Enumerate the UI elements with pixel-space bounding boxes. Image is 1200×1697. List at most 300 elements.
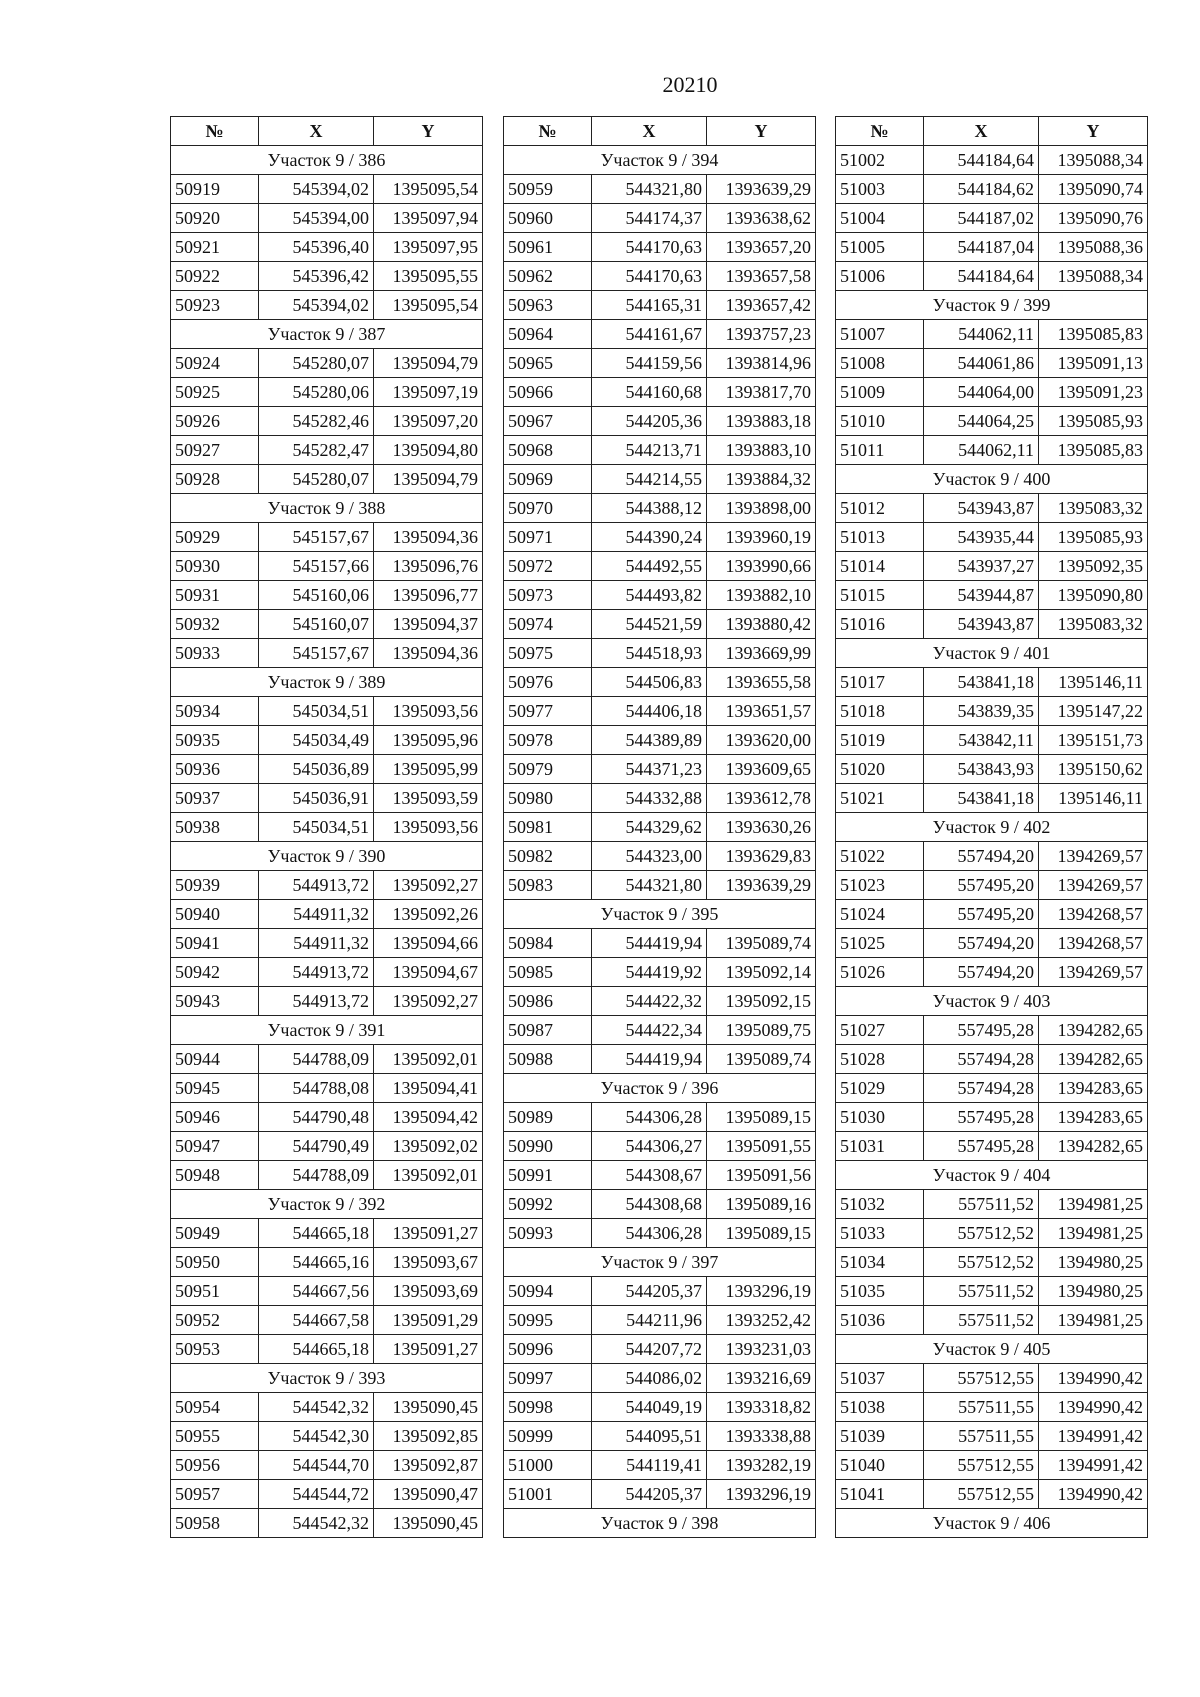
y-coordinate-cell: 1394269,57 [1039,842,1148,871]
x-coordinate-cell: 544161,67 [592,320,707,349]
y-coordinate-cell: 1395147,22 [1039,697,1148,726]
point-number-cell: 50920 [171,204,259,233]
table-row [836,842,1148,871]
table-row [171,1074,483,1103]
point-number-cell: 50948 [171,1161,259,1190]
point-number-cell: 50934 [171,697,259,726]
point-number-cell: 50994 [504,1277,592,1306]
x-coordinate-cell: 544332,88 [592,784,707,813]
y-coordinate-cell: 1393657,42 [707,291,816,320]
table-row [504,726,816,755]
table-row [836,378,1148,407]
coordinates-table-1 [170,116,483,1538]
point-number-cell: 51003 [836,175,924,204]
table-row [171,1045,483,1074]
x-coordinate-cell: 544788,08 [259,1074,374,1103]
y-coordinate-cell: 1394282,65 [1039,1016,1148,1045]
point-number-cell: 50967 [504,407,592,436]
section-row [836,813,1148,842]
y-coordinate-cell: 1394990,42 [1039,1393,1148,1422]
table-row [504,320,816,349]
x-coordinate-cell: 544422,34 [592,1016,707,1045]
table-row [836,1306,1148,1335]
x-coordinate-cell: 557494,20 [924,958,1039,987]
y-coordinate-cell: 1395093,69 [374,1277,483,1306]
point-number-cell: 50991 [504,1161,592,1190]
point-number-cell: 50927 [171,436,259,465]
y-coordinate-cell: 1395091,27 [374,1335,483,1364]
y-coordinate-cell: 1395095,55 [374,262,483,291]
table-row [836,900,1148,929]
table-row [504,1161,816,1190]
point-number-cell: 50976 [504,668,592,697]
header-number: № [836,117,924,146]
y-coordinate-cell: 1393882,10 [707,581,816,610]
y-coordinate-cell: 1395089,74 [707,1045,816,1074]
y-coordinate-cell: 1395091,29 [374,1306,483,1335]
point-number-cell: 50951 [171,1277,259,1306]
x-coordinate-cell: 544390,24 [592,523,707,552]
y-coordinate-cell: 1393960,19 [707,523,816,552]
y-coordinate-cell: 1395097,94 [374,204,483,233]
table-row [504,291,816,320]
x-coordinate-cell: 544062,11 [924,436,1039,465]
point-number-cell: 50977 [504,697,592,726]
point-number-cell: 50959 [504,175,592,204]
point-number-cell: 50985 [504,958,592,987]
section-row [171,1016,483,1045]
table-row [171,1422,483,1451]
table-row [171,813,483,842]
point-number-cell: 50986 [504,987,592,1016]
table-row [836,581,1148,610]
point-number-cell: 50930 [171,552,259,581]
x-coordinate-cell: 545280,07 [259,349,374,378]
x-coordinate-cell: 543935,44 [924,523,1039,552]
table-row [504,175,816,204]
point-number-cell: 50973 [504,581,592,610]
x-coordinate-cell: 545280,06 [259,378,374,407]
x-coordinate-cell: 544913,72 [259,958,374,987]
section-title: Участок 9 / 396 [504,1074,816,1103]
table-row [171,1480,483,1509]
x-coordinate-cell: 544184,62 [924,175,1039,204]
section-title: Участок 9 / 393 [171,1364,483,1393]
point-number-cell: 50970 [504,494,592,523]
point-number-cell: 50958 [171,1509,259,1538]
point-number-cell: 50945 [171,1074,259,1103]
x-coordinate-cell: 543839,35 [924,697,1039,726]
y-coordinate-cell: 1394268,57 [1039,929,1148,958]
table-row [836,697,1148,726]
y-coordinate-cell: 1395090,45 [374,1393,483,1422]
x-coordinate-cell: 543841,18 [924,784,1039,813]
section-title: Участок 9 / 403 [836,987,1148,1016]
x-coordinate-cell: 544187,04 [924,233,1039,262]
table-row [171,1219,483,1248]
table-row [836,755,1148,784]
x-coordinate-cell: 545394,02 [259,175,374,204]
point-number-cell: 50975 [504,639,592,668]
x-coordinate-cell: 544542,30 [259,1422,374,1451]
table-row [171,610,483,639]
point-number-cell: 50949 [171,1219,259,1248]
x-coordinate-cell: 544406,18 [592,697,707,726]
y-coordinate-cell: 1395094,66 [374,929,483,958]
table-row [836,349,1148,378]
table-row [836,726,1148,755]
table-row [171,1393,483,1422]
section-title: Участок 9 / 401 [836,639,1148,668]
y-coordinate-cell: 1393990,66 [707,552,816,581]
point-number-cell: 51032 [836,1190,924,1219]
x-coordinate-cell: 544165,31 [592,291,707,320]
y-coordinate-cell: 1393231,03 [707,1335,816,1364]
y-coordinate-cell: 1394980,25 [1039,1277,1148,1306]
section-title: Участок 9 / 398 [504,1509,816,1538]
y-coordinate-cell: 1393817,70 [707,378,816,407]
table-body [836,146,1148,1538]
x-coordinate-cell: 544184,64 [924,262,1039,291]
y-coordinate-cell: 1393880,42 [707,610,816,639]
y-coordinate-cell: 1395094,37 [374,610,483,639]
point-number-cell: 50989 [504,1103,592,1132]
table-row [504,407,816,436]
point-number-cell: 50933 [171,639,259,668]
table-row [836,146,1148,175]
point-number-cell: 51024 [836,900,924,929]
y-coordinate-cell: 1395088,36 [1039,233,1148,262]
point-number-cell: 51012 [836,494,924,523]
x-coordinate-cell: 544119,41 [592,1451,707,1480]
table-row [504,1132,816,1161]
x-coordinate-cell: 544170,63 [592,262,707,291]
point-number-cell: 50961 [504,233,592,262]
y-coordinate-cell: 1395085,93 [1039,407,1148,436]
x-coordinate-cell: 557511,52 [924,1306,1039,1335]
table-row [171,755,483,784]
table-row [504,958,816,987]
y-coordinate-cell: 1395094,79 [374,465,483,494]
table-row [171,1509,483,1538]
header-y: Y [374,117,483,146]
y-coordinate-cell: 1395091,55 [707,1132,816,1161]
x-coordinate-cell: 543943,87 [924,610,1039,639]
section-title: Участок 9 / 397 [504,1248,816,1277]
y-coordinate-cell: 1395094,67 [374,958,483,987]
x-coordinate-cell: 544544,72 [259,1480,374,1509]
point-number-cell: 51027 [836,1016,924,1045]
y-coordinate-cell: 1395093,56 [374,813,483,842]
table-row [504,262,816,291]
x-coordinate-cell: 544321,80 [592,871,707,900]
x-coordinate-cell: 544911,32 [259,900,374,929]
point-number-cell: 50995 [504,1306,592,1335]
y-coordinate-cell: 1393252,42 [707,1306,816,1335]
point-number-cell: 51040 [836,1451,924,1480]
y-coordinate-cell: 1393612,78 [707,784,816,813]
point-number-cell: 51007 [836,320,924,349]
table-row [504,1364,816,1393]
point-number-cell: 50969 [504,465,592,494]
y-coordinate-cell: 1395096,76 [374,552,483,581]
point-number-cell: 50996 [504,1335,592,1364]
y-coordinate-cell: 1395146,11 [1039,784,1148,813]
header-x: X [924,117,1039,146]
x-coordinate-cell: 557494,28 [924,1074,1039,1103]
table-row [504,929,816,958]
table-row [171,900,483,929]
y-coordinate-cell: 1395092,15 [707,987,816,1016]
point-number-cell: 51002 [836,146,924,175]
y-coordinate-cell: 1393216,69 [707,1364,816,1393]
x-coordinate-cell: 544174,37 [592,204,707,233]
point-number-cell: 50960 [504,204,592,233]
section-row [836,1509,1148,1538]
table-row [171,262,483,291]
y-coordinate-cell: 1395090,47 [374,1480,483,1509]
point-number-cell: 50954 [171,1393,259,1422]
table-row [504,987,816,1016]
table-row [504,784,816,813]
table-row [504,1335,816,1364]
section-title: Участок 9 / 391 [171,1016,483,1045]
x-coordinate-cell: 544306,28 [592,1103,707,1132]
y-coordinate-cell: 1395097,95 [374,233,483,262]
y-coordinate-cell: 1395085,83 [1039,320,1148,349]
point-number-cell: 51034 [836,1248,924,1277]
point-number-cell: 50974 [504,610,592,639]
x-coordinate-cell: 545034,49 [259,726,374,755]
table-row [171,552,483,581]
point-number-cell: 50953 [171,1335,259,1364]
table-row [836,1103,1148,1132]
table-row [171,1132,483,1161]
section-title: Участок 9 / 389 [171,668,483,697]
section-row [836,1335,1148,1364]
x-coordinate-cell: 544321,80 [592,175,707,204]
table-row [836,552,1148,581]
y-coordinate-cell: 1395094,36 [374,523,483,552]
y-coordinate-cell: 1395092,02 [374,1132,483,1161]
x-coordinate-cell: 544049,19 [592,1393,707,1422]
point-number-cell: 50972 [504,552,592,581]
table-row [171,175,483,204]
point-number-cell: 51013 [836,523,924,552]
table-header-row [836,117,1148,146]
x-coordinate-cell: 544542,32 [259,1393,374,1422]
y-coordinate-cell: 1395095,99 [374,755,483,784]
y-coordinate-cell: 1395090,45 [374,1509,483,1538]
x-coordinate-cell: 544184,64 [924,146,1039,175]
section-row [836,639,1148,668]
x-coordinate-cell: 557511,52 [924,1277,1039,1306]
table-row [504,349,816,378]
point-number-cell: 51001 [504,1480,592,1509]
section-row [171,1364,483,1393]
x-coordinate-cell: 544207,72 [592,1335,707,1364]
x-coordinate-cell: 545396,42 [259,262,374,291]
point-number-cell: 50922 [171,262,259,291]
point-number-cell: 51030 [836,1103,924,1132]
y-coordinate-cell: 1394282,65 [1039,1045,1148,1074]
point-number-cell: 51037 [836,1364,924,1393]
y-coordinate-cell: 1395094,41 [374,1074,483,1103]
y-coordinate-cell: 1394981,25 [1039,1190,1148,1219]
y-coordinate-cell: 1393282,19 [707,1451,816,1480]
point-number-cell: 50998 [504,1393,592,1422]
table-body [171,146,483,1538]
table-row [836,523,1148,552]
x-coordinate-cell: 544159,56 [592,349,707,378]
point-number-cell: 50932 [171,610,259,639]
point-number-cell: 51009 [836,378,924,407]
x-coordinate-cell: 545036,89 [259,755,374,784]
section-row [836,1161,1148,1190]
y-coordinate-cell: 1395085,83 [1039,436,1148,465]
point-number-cell: 51005 [836,233,924,262]
y-coordinate-cell: 1393655,58 [707,668,816,697]
y-coordinate-cell: 1394991,42 [1039,1451,1148,1480]
point-number-cell: 51029 [836,1074,924,1103]
x-coordinate-cell: 544086,02 [592,1364,707,1393]
x-coordinate-cell: 557494,20 [924,929,1039,958]
point-number-cell: 51023 [836,871,924,900]
table-row [171,639,483,668]
table-row [504,639,816,668]
y-coordinate-cell: 1395092,01 [374,1045,483,1074]
y-coordinate-cell: 1393629,83 [707,842,816,871]
section-title: Участок 9 / 395 [504,900,816,929]
section-title: Участок 9 / 399 [836,291,1148,320]
y-coordinate-cell: 1395088,34 [1039,262,1148,291]
table-row [504,204,816,233]
table-row [504,1422,816,1451]
x-coordinate-cell: 544667,58 [259,1306,374,1335]
x-coordinate-cell: 557511,52 [924,1190,1039,1219]
y-coordinate-cell: 1394269,57 [1039,871,1148,900]
point-number-cell: 50947 [171,1132,259,1161]
point-number-cell: 50992 [504,1190,592,1219]
point-number-cell: 50987 [504,1016,592,1045]
section-row [171,320,483,349]
y-coordinate-cell: 1393651,57 [707,697,816,726]
point-number-cell: 50925 [171,378,259,407]
x-coordinate-cell: 544419,94 [592,929,707,958]
section-title: Участок 9 / 394 [504,146,816,175]
point-number-cell: 51014 [836,552,924,581]
table-row [504,1016,816,1045]
table-row [504,1480,816,1509]
point-number-cell: 51028 [836,1045,924,1074]
table-row [171,784,483,813]
table-row [504,1219,816,1248]
x-coordinate-cell: 545396,40 [259,233,374,262]
point-number-cell: 50981 [504,813,592,842]
x-coordinate-cell: 544170,63 [592,233,707,262]
table-row [504,697,816,726]
point-number-cell: 50957 [171,1480,259,1509]
section-title: Участок 9 / 390 [171,842,483,871]
y-coordinate-cell: 1393657,58 [707,262,816,291]
table-row [504,378,816,407]
y-coordinate-cell: 1395094,79 [374,349,483,378]
x-coordinate-cell: 545394,02 [259,291,374,320]
table-row [504,1451,816,1480]
y-coordinate-cell: 1395093,56 [374,697,483,726]
section-title: Участок 9 / 400 [836,465,1148,494]
table-row [504,1045,816,1074]
table-row [504,465,816,494]
table-row [171,465,483,494]
table-row [504,494,816,523]
x-coordinate-cell: 544064,00 [924,378,1039,407]
point-number-cell: 50943 [171,987,259,1016]
x-coordinate-cell: 544788,09 [259,1045,374,1074]
y-coordinate-cell: 1393757,23 [707,320,816,349]
section-title: Участок 9 / 392 [171,1190,483,1219]
page-number: 20210 [662,72,718,97]
header-y: Y [1039,117,1148,146]
table-row [504,581,816,610]
table-row [836,1422,1148,1451]
header-x: X [259,117,374,146]
y-coordinate-cell: 1395093,67 [374,1248,483,1277]
y-coordinate-cell: 1393620,00 [707,726,816,755]
y-coordinate-cell: 1394980,25 [1039,1248,1148,1277]
point-number-cell: 50965 [504,349,592,378]
table-row [836,610,1148,639]
table-row [504,755,816,784]
y-coordinate-cell: 1395089,15 [707,1219,816,1248]
point-number-cell: 51016 [836,610,924,639]
table-row [504,813,816,842]
table-row [171,349,483,378]
x-coordinate-cell: 545282,47 [259,436,374,465]
table-row [171,581,483,610]
x-coordinate-cell: 545280,07 [259,465,374,494]
x-coordinate-cell: 545036,91 [259,784,374,813]
x-coordinate-cell: 544205,37 [592,1277,707,1306]
point-number-cell: 50938 [171,813,259,842]
x-coordinate-cell: 545034,51 [259,697,374,726]
table-row [836,1045,1148,1074]
point-number-cell: 50971 [504,523,592,552]
section-row [836,291,1148,320]
table-row [504,871,816,900]
point-number-cell: 51000 [504,1451,592,1480]
y-coordinate-cell: 1395092,27 [374,987,483,1016]
point-number-cell: 50921 [171,233,259,262]
point-number-cell: 50978 [504,726,592,755]
x-coordinate-cell: 545157,66 [259,552,374,581]
y-coordinate-cell: 1393638,62 [707,204,816,233]
point-number-cell: 50923 [171,291,259,320]
table-row [171,1306,483,1335]
y-coordinate-cell: 1395095,54 [374,175,483,204]
table-row [171,697,483,726]
point-number-cell: 51036 [836,1306,924,1335]
point-number-cell: 50937 [171,784,259,813]
y-coordinate-cell: 1395092,26 [374,900,483,929]
y-coordinate-cell: 1393609,65 [707,755,816,784]
coordinates-table-3 [835,116,1148,1538]
table-row [171,523,483,552]
x-coordinate-cell: 557512,55 [924,1480,1039,1509]
x-coordinate-cell: 544371,23 [592,755,707,784]
y-coordinate-cell: 1395090,80 [1039,581,1148,610]
point-number-cell: 51039 [836,1422,924,1451]
